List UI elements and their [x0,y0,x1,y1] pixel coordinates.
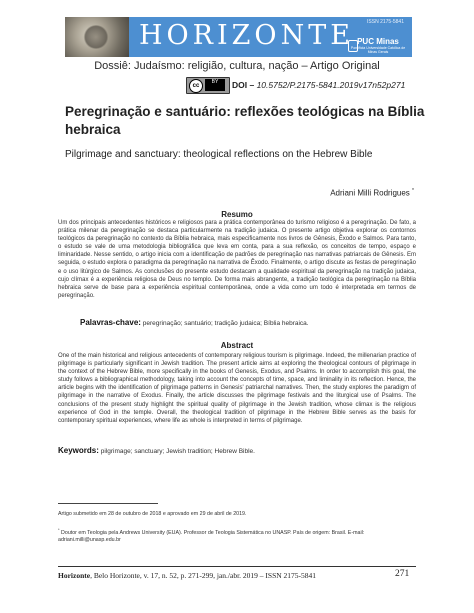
resumo-body: Um dos principais antecedentes históricos e religiosos para a prática contemporânea do turismo religioso é a peregrinação. De fato, a prática milenar da peregrinação se destaca particularmente na tradição judaica. O presente artigo objetiva explorar os contornos teológicos da peregrinação no contexto da Bíblia hebraica, mais especificamente nos livros de Gênesis, Êxodo e Salmos. Para tanto, o estudo se vale de uma metodologia bibliográfica que leva em conta, para a sua reflexão, os conceitos de tempo, espaço e liminaridade. Nesse sentido, o artigo inicia com a identificação de padrões de peregrinação nas narrativas patriarcais de Gênesis. Em seguida, o estudo explora o paradigma da peregrinação na narrativa de Êxodo. Finalmente, o artigo discute as festas de peregrinação e o uso litúrgico de Salmos. As conclusões do presente estudo destacam a qualidade espiritual da peregrinação na tradição judaica, cujo clímax é a experiência religiosa de Deus no templo. De forma mais abrangente, a tradição teológica da peregrinação na Bíblia hebraica serve de base para a experiência espiritual contemporânea, onde a vida como um todo é interpretada em termos de peregrinação. [58,220,416,299]
footer-citation-text: , Belo Horizonte, v. 17, n. 52, p. 271-299, jan./abr. 2019 – ISSN 2175-5841 [90,571,317,580]
abstract-heading: Abstract [220,341,254,350]
footnote-submission: Artigo submetido em 28 de outubro de 2018 e aprovado em 29 de abril de 2019. [58,511,247,517]
footer-journal: Horizonte [58,571,91,580]
author-text: Adriani Milli Rodrigues [330,188,410,198]
journal-title: HORIZONTE [139,20,354,51]
keywords-pt [80,318,309,327]
publisher-logo [348,37,408,54]
doi-link[interactable]: 10.5752/P.2175-5841.2019v17n52p271 [256,80,406,90]
publisher-name: PUC Minas [357,37,399,46]
footer-divider [58,566,416,567]
keywords-en-text: pilgrimage; sanctuary; Jewish tradition; Hebrew Bible. [100,448,255,455]
footnote-author-text: Doutor em Teologia pela Andrews University (EUA). Professor de Teologia Sistemática no UNASP. País de origem: Brasil. E-mail: adriani.milli@unasp.edu.br [58,529,365,543]
by-icon [205,79,225,91]
cc-icon: cc [189,79,203,93]
resumo-heading: Resumo [221,210,253,219]
dossie-heading: Dossiê: Judaísmo: religião, cultura, nação – Artigo Original [94,60,380,72]
keywords-pt-text: peregrinação; santuário; tradição judaica; Bíblia hebraica. [142,320,309,327]
keywords-en [58,446,255,455]
footnote-author-mark: * [58,527,60,532]
footer-citation [58,571,316,580]
by-label: BY [211,79,219,85]
author-footnote-mark[interactable]: * [412,188,414,194]
banner-issn: ISSN 2175-5841 [367,19,404,25]
abstract-body: One of the main historical and religious antecedents of contemporary religious tourism is pilgrimage. Indeed, the millenarian practice of pilgrimage is particularly significant in Jewish tradition. The present article aims at exploring the theological contours of pilgrimage in the context of the Hebrew Bible, more specifically in the books of Genesis, Exodus, and Psalms. In order to accomplish this goal, the study follows a bibliographical methodology, taking into account the concepts of time, space, and liminality in its reflection. Hence, the article begins with the identification of pilgrimage patterns in Genesis' patriarchal narratives. Then, the study explores the paradigm of pilgrimage in the narrative of Exodus. Finally, the article discusses the pilgrimage festivals and the liturgical use of Psalms. The conclusions of the present study highlight the spiritual quality of pilgrimage in the Jewish tradition, whose climax is the religious experience of God in the temple. Overall, the theological tradition of pilgrimage in the Hebrew Bible serves as the basis for contemporary spiritual experiences, where life as whole is interpreted in terms of pilgrimage. [58,353,416,424]
doi-prefix: DOI – [232,80,257,90]
stone-sculpture-image [65,17,129,57]
publisher-subtitle: Pontifícia Universidade Católica de Minas Gerais [350,46,406,54]
author-name [330,188,414,198]
cc-license-badge[interactable] [186,77,230,94]
article-title-en: Pilgrimage and sanctuary: theological reflections on the Hebrew Bible [65,149,373,160]
doi-line [232,80,405,90]
journal-banner [65,17,412,57]
keywords-pt-label: Palavras-chave: [80,318,141,327]
footnote-divider [58,503,158,504]
footnote-author [58,526,418,544]
keywords-en-label: Keywords: [58,446,99,455]
article-title-pt: Peregrinação e santuário: reflexões teológicas na Bíblia hebraica [65,104,425,137]
page-number: 271 [395,569,410,579]
